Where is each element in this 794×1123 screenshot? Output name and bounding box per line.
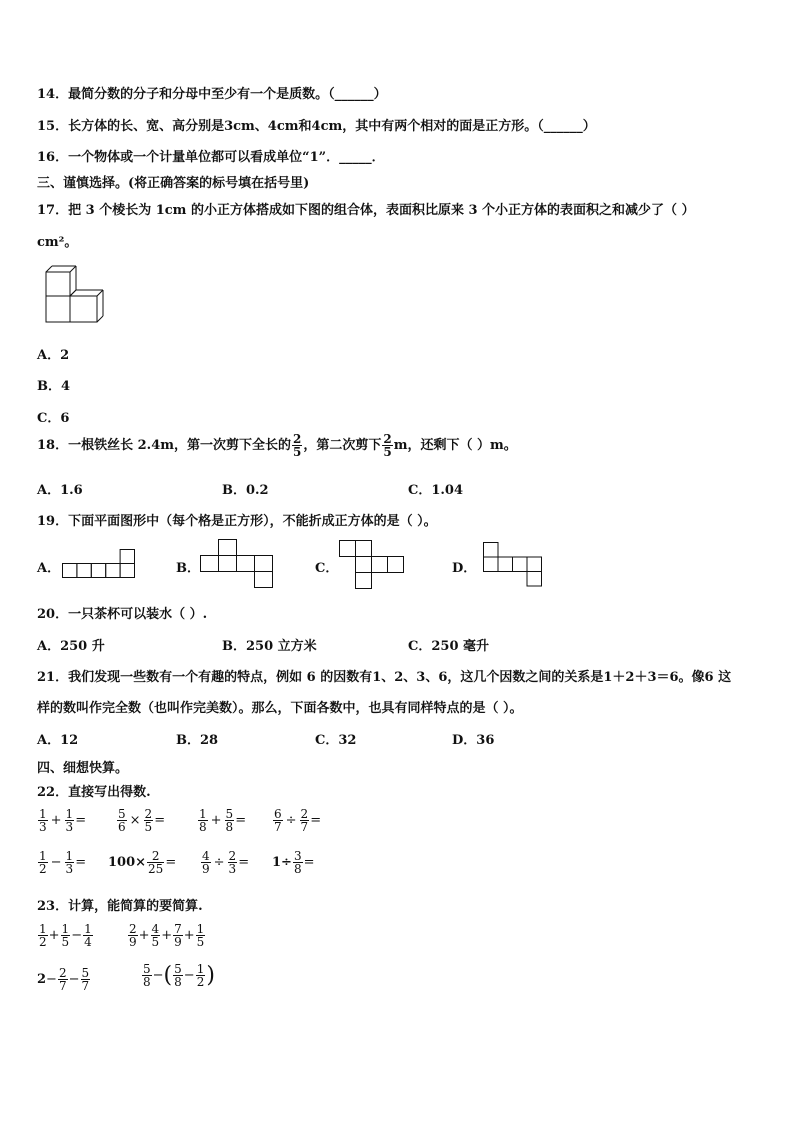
net-b-icon (200, 539, 276, 589)
q21-option-d[interactable]: D．36 (452, 733, 495, 748)
q21-option-a[interactable]: A．12 (37, 733, 79, 748)
q18-text-2: ，第二次剪下 (303, 438, 382, 453)
q22-expression-7: $\frac{4}{9}$ ÷ $\frac{2}{3}$ = (202, 849, 250, 876)
question-17-line1: 17．把 3 个棱长为 1cm 的小正方体搭成如下图的组合体，表面积比原来 3 个小正方体的表面积之和减少了（ ） (37, 203, 695, 218)
q17-option-b[interactable]: B．4 (37, 379, 71, 394)
q22-expression-2: $\frac{5}{6}$ × $\frac{2}{5}$ = (118, 807, 166, 834)
section-3-heading: 三、谨慎选择。(将正确答案的标号填在括号里) (37, 176, 310, 191)
q22-expression-8: 1÷ $\frac{3}{8}$ = (272, 849, 315, 876)
question-16: 16．一个物体或一个计量单位都可以看成单位“1”．_____． (37, 150, 385, 165)
q18-option-c[interactable]: C．1.04 (408, 483, 464, 498)
question-19: 19．下面平面图形中（每个格是正方形），不能折成正方体的是（ ）。 (37, 514, 437, 529)
q18-option-b[interactable]: B．0.2 (222, 483, 269, 498)
question-14: 14．最简分数的分子和分母中至少有一个是质数。（______） (37, 87, 387, 102)
q19-option-d[interactable]: D． (452, 561, 477, 576)
q21-option-c[interactable]: C．32 (315, 733, 357, 748)
q19-option-b[interactable]: B． (176, 561, 200, 576)
question-17-line2: cm²。 (37, 235, 78, 250)
q23-expression-2: $\frac{2}{9}$ + $\frac{4}{5}$ + $\frac{7}{9}$ + $\frac{1}{5}$ (129, 922, 205, 949)
q23-expression-4: $\frac{5}{8}$ −( $\frac{5}{8}$ − $\frac{1}{2}$ ) (143, 962, 215, 989)
q17-option-c[interactable]: C．6 (37, 411, 70, 426)
q19-option-a[interactable]: A． (37, 561, 61, 576)
question-15: 15．长方体的长、宽、高分别是3cm、4cm和4cm，其中有两个相对的面是正方形。（______） (37, 119, 596, 134)
q18-text-1: 18．一根铁丝长 2.4m，第一次剪下全长的 (37, 438, 291, 453)
q18-text-3: m，还剩下（ ）m。 (393, 438, 517, 453)
q22-expression-6: 100× $\frac{2}{25}$ = (108, 849, 177, 876)
net-c-icon (339, 540, 405, 590)
q17-option-a[interactable]: A．2 (37, 348, 70, 363)
question-20: 20．一只茶杯可以装水（ ）. (37, 607, 208, 622)
question-22: 22．直接写出得数. (37, 785, 151, 800)
section-4-heading: 四、细想快算。 (37, 761, 129, 776)
question-21-line2: 样的数叫作完全数（也叫作完美数）。那么，下面各数中，也具有同样特点的是（ ）。 (37, 701, 523, 716)
net-a-icon (62, 549, 138, 579)
q22-expression-1: $\frac{1}{3}$ + $\frac{1}{3}$ = (39, 807, 87, 834)
q19-option-c[interactable]: C． (315, 561, 339, 576)
q23-expression-1: $\frac{1}{2}$ + $\frac{1}{5}$ − $\frac{1}{4}$ (39, 922, 92, 949)
q20-option-b[interactable]: B．250 立方米 (222, 639, 317, 654)
q22-expression-4: $\frac{6}{7}$ ÷ $\frac{2}{7}$ = (274, 807, 322, 834)
q18-option-a[interactable]: A．1.6 (37, 483, 83, 498)
q22-expression-3: $\frac{1}{8}$ + $\frac{5}{8}$ = (199, 807, 247, 834)
question-21-line1: 21．我们发现一些数有一个有趣的特点，例如 6 的因数有1、2、3、6，这几个因数之间的关系是1＋2＋3＝6。像6 这 (37, 670, 732, 685)
q23-expression-3: 2− $\frac{2}{7}$ − $\frac{5}{7}$ (37, 966, 90, 993)
cube-figure-icon (44, 264, 106, 326)
q18-fraction-2: $\frac{2}{5}$ (383, 432, 392, 459)
question-18 (37, 433, 517, 458)
q21-option-b[interactable]: B．28 (176, 733, 219, 748)
net-d-icon (483, 542, 545, 588)
question-23: 23．计算，能简算的要简算. (37, 899, 203, 914)
q18-fraction-1: $\frac{2}{5}$ (293, 432, 302, 459)
q20-option-a[interactable]: A．250 升 (37, 639, 105, 654)
q20-option-c[interactable]: C．250 毫升 (408, 639, 490, 654)
q22-expression-5: $\frac{1}{2}$ − $\frac{1}{3}$ = (39, 849, 87, 876)
